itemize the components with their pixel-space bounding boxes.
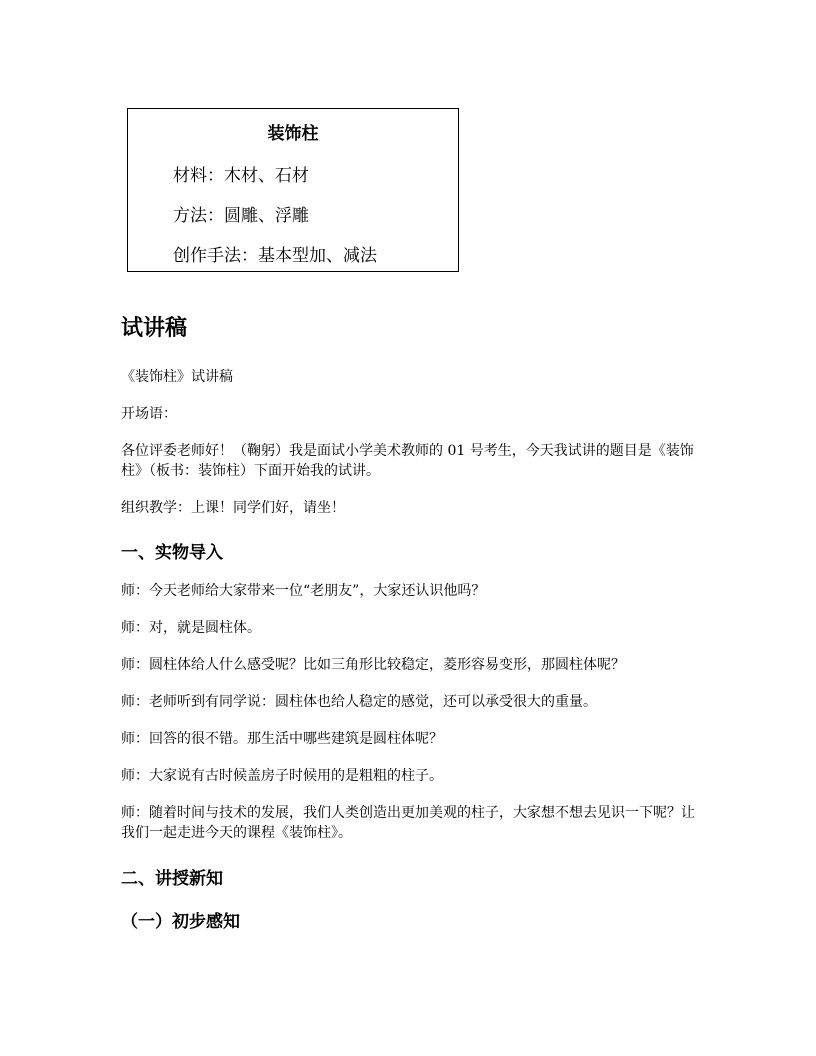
- dialog-line: 师：回答的很不错。那生活中哪些建筑是圆柱体呢？: [121, 731, 443, 747]
- dialog-line: 师：对，就是圆柱体。: [121, 620, 261, 636]
- page-heading: 试讲稿: [121, 316, 188, 341]
- board-line-materials: 材料：木材、石材: [173, 166, 309, 186]
- dialog-line: 师：圆柱体给人什么感受呢？比如三角形比较稳定，菱形容易变形，那圆柱体呢？: [121, 657, 625, 673]
- section-heading-2: 二、讲授新知: [121, 869, 223, 889]
- blackboard-box: [127, 108, 459, 272]
- board-line-techniques: 创作手法：基本型加、减法: [173, 246, 377, 266]
- doc-title: 《装饰柱》试讲稿: [121, 369, 233, 385]
- dialog-line: 师：大家说有古时候盖房子时候用的是粗粗的柱子。: [121, 768, 443, 784]
- dialog-line: 师：今天老师给大家带来一位“老朋友”，大家还认识他吗？: [121, 583, 486, 599]
- dialog-line: 师：老师听到有同学说：圆柱体也给人稳定的感觉，还可以承受很大的重量。: [121, 694, 597, 710]
- dialog-line: 师：随着时间与技术的发展，我们人类创造出更加美观的柱子，大家想不想去见识一下呢？让我们一起走进今天的课程《装饰柱》。: [121, 805, 695, 841]
- subsection-heading-1: （一）初步感知: [121, 912, 240, 932]
- board-title: 装饰柱: [267, 124, 319, 144]
- greeting-paragraph: 各位评委老师好！（鞠躬）我是面试小学美术教师的 01 号考生，今天我试讲的题目是《装饰柱》（板书：装饰柱）下面开始我的试讲。: [121, 443, 694, 479]
- opening-label: 开场语：: [121, 406, 177, 422]
- board-line-methods: 方法：圆雕、浮雕: [173, 206, 309, 226]
- section-heading-1: 一、实物导入: [121, 543, 223, 563]
- organize-paragraph: 组织教学：上课！同学们好，请坐！: [121, 500, 345, 516]
